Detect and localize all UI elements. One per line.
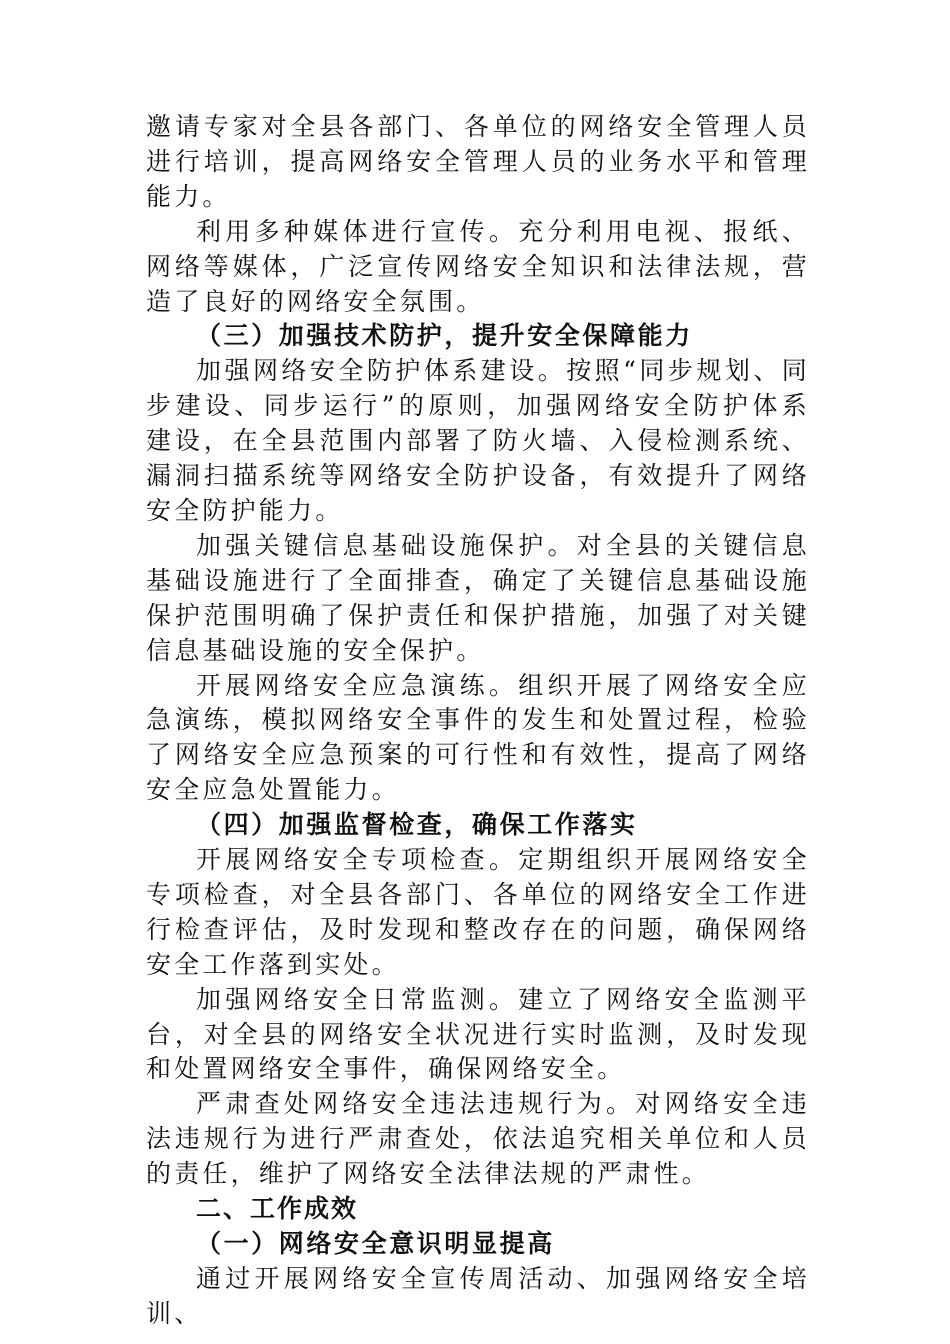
section-heading: 二、工作成效 [196, 1194, 359, 1224]
body-paragraph: 邀请专家对全县各部门、各单位的网络安全管理人员进行培训，提高网络安全管理人员的业务水平和管理能力。 [146, 112, 810, 211]
subsection-heading: （三）加强技术防护，提升安全保障能力 [196, 321, 693, 351]
body-paragraph: 严肃查处网络安全违法违规行为。对网络安全违法违规行为进行严肃查处，依法追究相关单位和人员的责任，维护了网络安全法律法规的严肃性。 [146, 1089, 810, 1189]
document-page [146, 110, 810, 1332]
body-paragraph: 开展网络安全专项检查。定期组织开展网络安全专项检查，对全县各部门、各单位的网络安全工作进行检查评估，及时发现和整改存在的问题，确保网络安全工作落到实处。 [146, 845, 810, 979]
body-paragraph: 开展网络安全应急演练。组织开展了网络安全应急演练，模拟网络安全事件的发生和处置过程，检验了网络安全应急预案的可行性和有效性，提高了网络安全应急处置能力。 [146, 670, 810, 805]
body-paragraph: 加强网络安全防护体系建设。按照“同步规划、同步建设、同步运行”的原则，加强网络安全防护体系建设，在全县范围内部署了防火墙、入侵检测系统、漏洞扫描系统等网络安全防护设备，有效提升了网络安全防护能力。 [146, 356, 810, 525]
body-paragraph: 通过开展网络安全宣传周活动、加强网络安全培训、 [146, 1263, 810, 1328]
subsection-heading: （一）网络安全意识明显提高 [196, 1229, 555, 1258]
body-paragraph: 加强网络安全日常监测。建立了网络安全监测平台，对全县的网络安全状况进行实时监测，及时发现和处置网络安全事件，确保网络安全。 [146, 984, 810, 1084]
body-paragraph: 加强关键信息基础设施保护。对全县的关键信息基础设施进行了全面排查，确定了关键信息基础设施保护范围明确了保护责任和保护措施，加强了对关键信息基础设施的安全保护。 [146, 530, 810, 665]
subsection-heading: （四）加强监督检查，确保工作落实 [196, 810, 638, 840]
body-paragraph: 利用多种媒体进行宣传。充分利用电视、报纸、网络等媒体，广泛宣传网络安全知识和法律法规，营造了良好的网络安全氛围。 [146, 216, 810, 316]
